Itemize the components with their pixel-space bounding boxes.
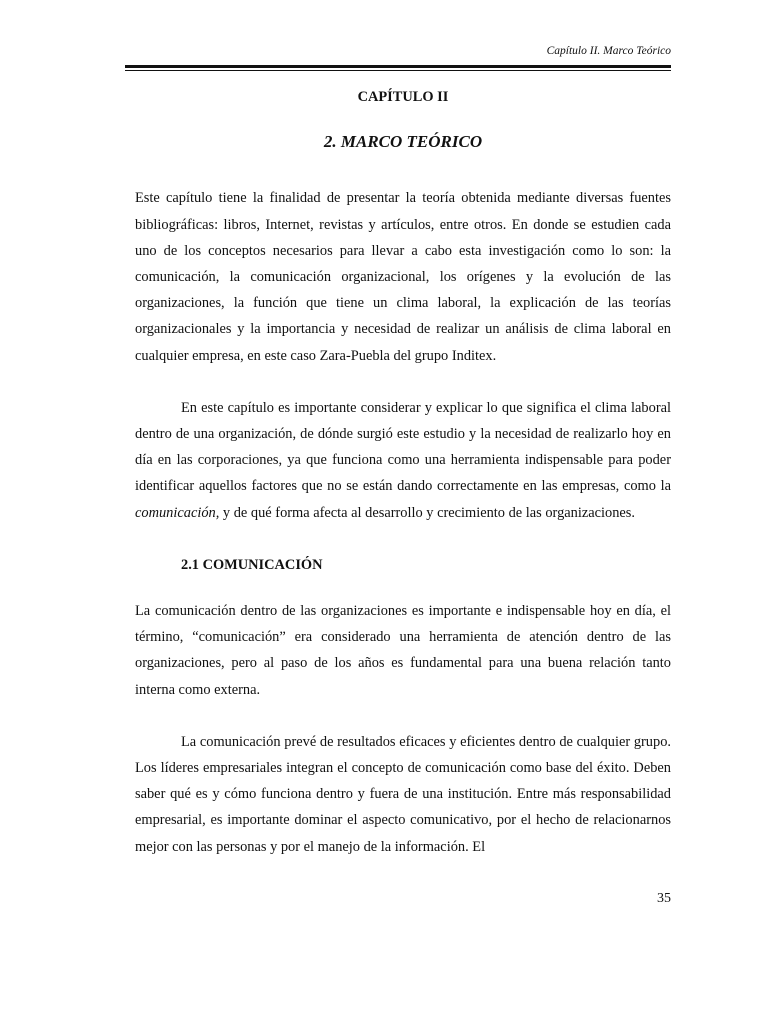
- paragraph-second-text-end: y de qué forma afecta al desarrollo y crecimiento de las organizaciones.: [219, 504, 636, 521]
- chapter-label: CAPÍTULO II: [357, 89, 449, 105]
- paragraph-second-text: En este capítulo es importante considerar y explicar lo que significa el clima laboral dentro de una organización, de dónde surgió este estudio y la necesidad de realizarlo hoy en día en las corporaciones, ya que funciona como una herramienta indispensable para poder identificar aquellos factores que no se están dando correctamente en las empresas, como la: [135, 399, 671, 495]
- emphasis-comunicacion: comunicación,: [135, 504, 220, 521]
- page-body: [135, 84, 671, 860]
- paragraph-intro: Este capítulo tiene la finalidad de presentar la teoría obtenida mediante diversas fuentes bibliográficas: libros, Internet, revistas y artículos, entre otros. En donde se estudien cada uno de los conceptos necesarios para llevar a cabo esta investigación como lo son: la comunicación, la comunicación organizacional, los orígenes y la evolución de las organizaciones, la función que tiene un clima laboral, la explicación de las teorías organizacionales y la importancia y necesidad de realizar un análisis de clima laboral en cualquier empresa, en este caso Zara-Puebla del grupo Inditex.: [135, 190, 671, 364]
- header-rule-thin: [125, 70, 671, 71]
- page-number: 35: [657, 890, 671, 906]
- section-title: 2. MARCO TEÓRICO: [323, 132, 483, 152]
- header-rule-thick: [125, 65, 671, 68]
- paragraph-fourth: La comunicación prevé de resultados eficaces y eficientes dentro de cualquier grupo. Los líderes empresariales integran el concepto de comunicación como base del éxito. Deben saber qué es y cómo funciona dentro y fuera de una institución. Entre más responsabilidad empresarial, es importante dominar el aspecto comunicativo, por el hecho de relacionarnos mejor con las personas y por el manejo de la información. El: [135, 733, 671, 855]
- running-header: Capítulo II. Marco Teórico: [546, 45, 671, 57]
- subheading-comunicacion: 2.1 COMUNICACIÓN: [181, 556, 323, 573]
- paragraph-second: [135, 395, 671, 526]
- paragraph-third: La comunicación dentro de las organizaciones es importante e indispensable hoy en día, el término, “comunicación” era considerado una herramienta de atención dentro de las organizaciones, pero al paso de los años es fundamental para una buena relación tanto interna como externa.: [135, 603, 671, 698]
